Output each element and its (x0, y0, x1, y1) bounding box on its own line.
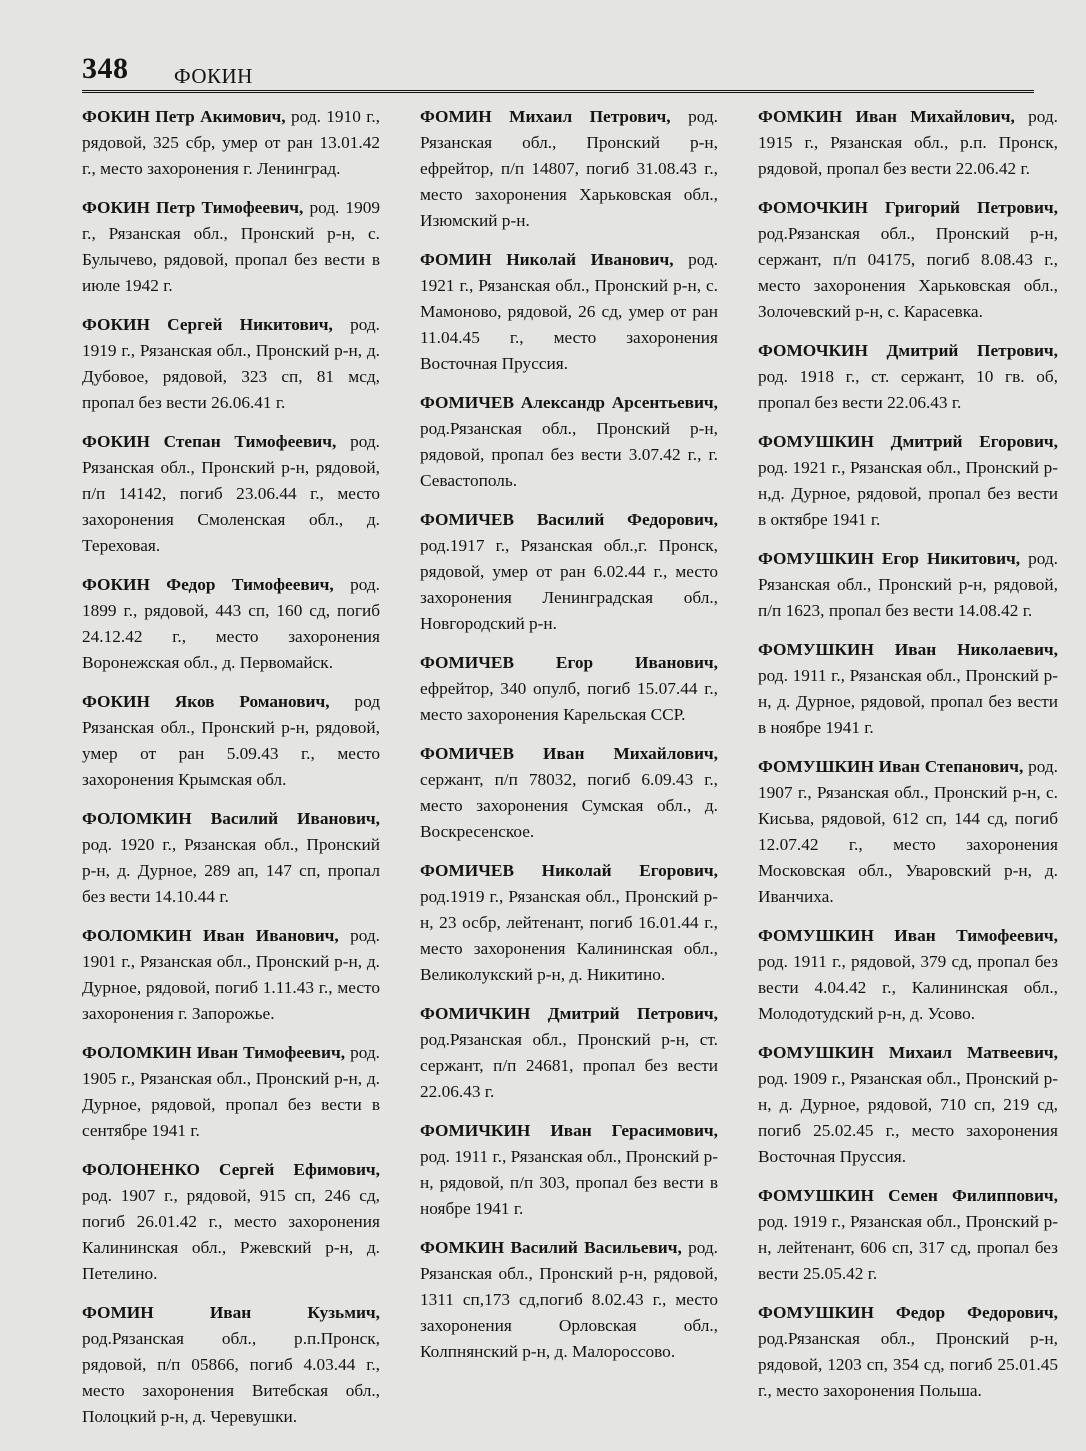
entry (420, 247, 718, 377)
entry-text: род. 1920 г., Рязанская обл., Пронский р-н, д. Дурное, 289 ап, 147 сп, пропал без вести 14.10.44 г. (82, 835, 380, 906)
column-3 (758, 104, 1058, 1417)
running-head: ФОКИН (174, 64, 253, 88)
entry-name: ФОЛОМКИН Иван Тимофеевич, (82, 1043, 346, 1062)
entry-name: ФОМУШКИН Семен Филиппович, (758, 1186, 1058, 1205)
entry-text: род. Рязанская обл., Пронский р-н, ефрейтор, п/п 14807, погиб 31.08.43 г., место захоронения Харьковская обл., Изюмский р-н. (420, 107, 718, 230)
entry (420, 1235, 718, 1365)
entry-text: род. 1919 г., Рязанская обл., Пронский р-н, д. Дубовое, рядовой, 323 сп, 81 мсд, пропал без вести 26.06.41 г. (82, 315, 380, 412)
entry (758, 338, 1058, 416)
entry-text: ефрейтор, 340 опулб, погиб 15.07.44 г., место захоронения Карельская ССР. (420, 679, 718, 724)
entry (82, 689, 380, 793)
entry-name: ФОЛОМКИН Василий Иванович, (82, 809, 380, 828)
entry-name: ФОМУШКИН Иван Николаевич, (758, 640, 1058, 659)
entry-text: род.Рязанская обл., Пронский р-н, рядовой, 1203 сп, 354 сд, погиб 25.01.45 г., место захоронения Польша. (758, 1329, 1058, 1400)
entry-text: род. 1911 г., Рязанская обл., Пронский р-н, д. Дурное, рядовой, пропал без вести в ноябре 1941 г. (758, 666, 1058, 737)
entry-text: сержант, п/п 78032, погиб 6.09.43 г., место захоронения Сумская обл., д. Воскресенское. (420, 770, 718, 841)
entry-text: род. 1911 г., Рязанская обл., Пронский р-н, рядовой, п/п 303, пропал без вести в ноябре 1941 г. (420, 1147, 718, 1218)
entry-name: ФОМУШКИН Иван Тимофеевич, (758, 926, 1058, 945)
entry-name: ФОМИЧЕВ Иван Михайлович, (420, 744, 718, 763)
entry-name: ФОМИЧЕВ Александр Арсентьевич, (420, 393, 718, 412)
entry-text: род. 1899 г., рядовой, 443 сп, 160 сд, погиб 24.12.42 г., место захоронения Воронежская обл., д. Первомайск. (82, 575, 380, 672)
entry-text: род. 1911 г., рядовой, 379 сд, пропал без вести 4.04.42 г., Калининская обл., Молодотудский р-н, д. Усово. (758, 952, 1058, 1023)
entry-name: ФОЛОМКИН Иван Иванович, (82, 926, 339, 945)
entry-text: род. 1905 г., Рязанская обл., Пронский р-н, д. Дурное, рядовой, пропал без вести в сентябре 1941 г. (82, 1043, 380, 1140)
entry (420, 104, 718, 234)
entry (420, 858, 718, 988)
entry-text: род.Рязанская обл., Пронский р-н, сержант, п/п 04175, погиб 8.08.43 г., место захоронения Харьковская обл., Золочевский р-н, с. Карасевка. (758, 224, 1058, 321)
entry (758, 1040, 1058, 1170)
entry (420, 650, 718, 728)
entry-name: ФОМИН Николай Иванович, (420, 250, 674, 269)
column-1 (82, 104, 380, 1443)
entry (82, 195, 380, 299)
entry-name: ФОКИН Федор Тимофеевич, (82, 575, 334, 594)
entry (82, 923, 380, 1027)
entry (758, 429, 1058, 533)
entry-name: ФОМИЧКИН Иван Герасимович, (420, 1121, 718, 1140)
column-2 (420, 104, 718, 1378)
entry-text: род.1919 г., Рязанская обл., Пронский р-н, 23 осбр, лейтенант, погиб 16.01.44 г., место захоронения Калининская обл., Великолукский р-н, д. Никитино. (420, 887, 718, 984)
entry (420, 507, 718, 637)
entry-name: ФОМИН Иван Кузьмич, (82, 1303, 380, 1322)
entry (420, 1118, 718, 1222)
entry-text: род. 1907 г., Рязанская обл., Пронский р-н, с. Кисьва, рядовой, 612 сп, 144 сд, погиб 12.07.42 г., место захоронения Московская обл., Уваровский р-н, д. Иванчиха. (758, 757, 1058, 906)
entry-name: ФОМКИН Василий Васильевич, (420, 1238, 682, 1257)
entry-name: ФОМУШКИН Михаил Матвеевич, (758, 1043, 1058, 1062)
entry-name: ФОМУШКИН Иван Степанович, (758, 757, 1024, 776)
entry-text: род. 1921 г., Рязанская обл., Пронский р-н, с. Мамоново, рядовой, 26 сд, умер от ран 11.04.45 г., место захоронения Восточная Пруссия. (420, 250, 718, 373)
entry (82, 1157, 380, 1287)
page-number: 348 (82, 52, 129, 85)
entry-text: род.1917 г., Рязанская обл.,г. Пронск, рядовой, умер от ран 6.02.44 г., место захоронения Ленинградская обл., Новгородский р-н. (420, 536, 718, 633)
entry-text: род. 1901 г., Рязанская обл., Пронский р-н, д. Дурное, рядовой, погиб 1.11.43 г., место захоронения г. Запорожье. (82, 926, 380, 1023)
entry-text: род. 1909 г., Рязанская обл., Пронский р-н, д. Дурное, рядовой, 710 сп, 219 сд, погиб 25.02.45 г., место захоронения Восточная Пруссия. (758, 1069, 1058, 1166)
entry (82, 806, 380, 910)
entry (758, 104, 1058, 182)
entry (420, 741, 718, 845)
entry (82, 572, 380, 676)
entry-name: ФОМУШКИН Федор Федорович, (758, 1303, 1058, 1322)
entry-name: ФОМУШКИН Дмитрий Егорович, (758, 432, 1058, 451)
entry-name: ФОМОЧКИН Дмитрий Петрович, (758, 341, 1058, 360)
entry-text: род. 1918 г., ст. сержант, 10 гв. об, пропал без вести 22.06.43 г. (758, 367, 1058, 412)
entry-text: род.Рязанская обл., р.п.Пронск, рядовой, п/п 05866, погиб 4.03.44 г., место захоронения Витебская обл., Полоцкий р-н, д. Черевушки. (82, 1329, 380, 1426)
entry-text: род Рязанская обл., Пронский р-н, рядовой, умер от ран 5.09.43 г., место захоронения Крымская обл. (82, 692, 380, 789)
entry (82, 312, 380, 416)
entry-name: ФОМУШКИН Егор Никитович, (758, 549, 1021, 568)
entry (420, 390, 718, 494)
entry (758, 546, 1058, 624)
entry (82, 1300, 380, 1430)
entry-text: род. 1919 г., Рязанская обл., Пронский р-н, лейтенант, 606 сп, 317 сд, пропал без вести 25.05.42 г. (758, 1212, 1058, 1283)
entry-name: ФОКИН Петр Акимович, (82, 107, 286, 126)
entry-name: ФОМИН Михаил Петрович, (420, 107, 671, 126)
entry-name: ФОКИН Петр Тимофеевич, (82, 198, 304, 217)
entry-text: род.Рязанская обл., Пронский р-н, ст. сержант, п/п 24681, пропал без вести 22.06.43 г. (420, 1030, 718, 1101)
entry-name: ФОМИЧКИН Дмитрий Петрович, (420, 1004, 718, 1023)
entry (758, 754, 1058, 910)
entry-text: род. Рязанская обл., Пронский р-н, рядовой, п/п 14142, погиб 23.06.44 г., место захоронения Смоленская обл., д. Тереховая. (82, 432, 380, 555)
entry (82, 104, 380, 182)
entry (758, 1300, 1058, 1404)
entry (758, 1183, 1058, 1287)
entry-text: род. 1921 г., Рязанская обл., Пронский р-н,д. Дурное, рядовой, пропал без вести в октябре 1941 г. (758, 458, 1058, 529)
entry (758, 637, 1058, 741)
entry-text: род. Рязанская обл., Пронский р-н, рядовой, п/п 1623, пропал без вести 14.08.42 г. (758, 549, 1059, 620)
entry-text: род. Рязанская обл., Пронский р-н, рядовой, 1311 сп,173 сд,погиб 8.02.43 г., место захоронения Орловская обл., Колпнянский р-н, д. Малороссово. (420, 1238, 719, 1361)
entry-name: ФОЛОНЕНКО Сергей Ефимович, (82, 1160, 380, 1179)
entry-text: род. 1909 г., Рязанская обл., Пронский р-н, с. Булычево, рядовой, пропал без вести в июле 1942 г. (82, 198, 380, 295)
entry (82, 429, 380, 559)
page-header (82, 48, 1034, 93)
entry (758, 923, 1058, 1027)
entry (420, 1001, 718, 1105)
entry-name: ФОКИН Яков Романович, (82, 692, 330, 711)
entry (82, 1040, 380, 1144)
entry-text: род. 1915 г., Рязанская обл., р.п. Пронск, рядовой, пропал без вести 22.06.42 г. (758, 107, 1058, 178)
entry-name: ФОКИН Степан Тимофеевич, (82, 432, 337, 451)
entry-name: ФОМОЧКИН Григорий Петрович, (758, 198, 1058, 217)
entry-text: род.Рязанская обл., Пронский р-н, рядовой, пропал без вести 3.07.42 г., г. Севастополь. (420, 419, 718, 490)
entry-name: ФОМИЧЕВ Егор Иванович, (420, 653, 718, 672)
entry-name: ФОКИН Сергей Никитович, (82, 315, 333, 334)
entry-name: ФОМИЧЕВ Николай Егорович, (420, 861, 718, 880)
entry-name: ФОМКИН Иван Михайлович, (758, 107, 1015, 126)
entry (758, 195, 1058, 325)
entry-text: род. 1907 г., рядовой, 915 сп, 246 сд, погиб 26.01.42 г., место захоронения Калининская обл., Ржевский р-н, д. Петелино. (82, 1186, 380, 1283)
entry-text: род. 1910 г., рядовой, 325 сбр, умер от ран 13.01.42 г., место захоронения г. Ленинград. (82, 107, 380, 178)
entry-name: ФОМИЧЕВ Василий Федорович, (420, 510, 718, 529)
